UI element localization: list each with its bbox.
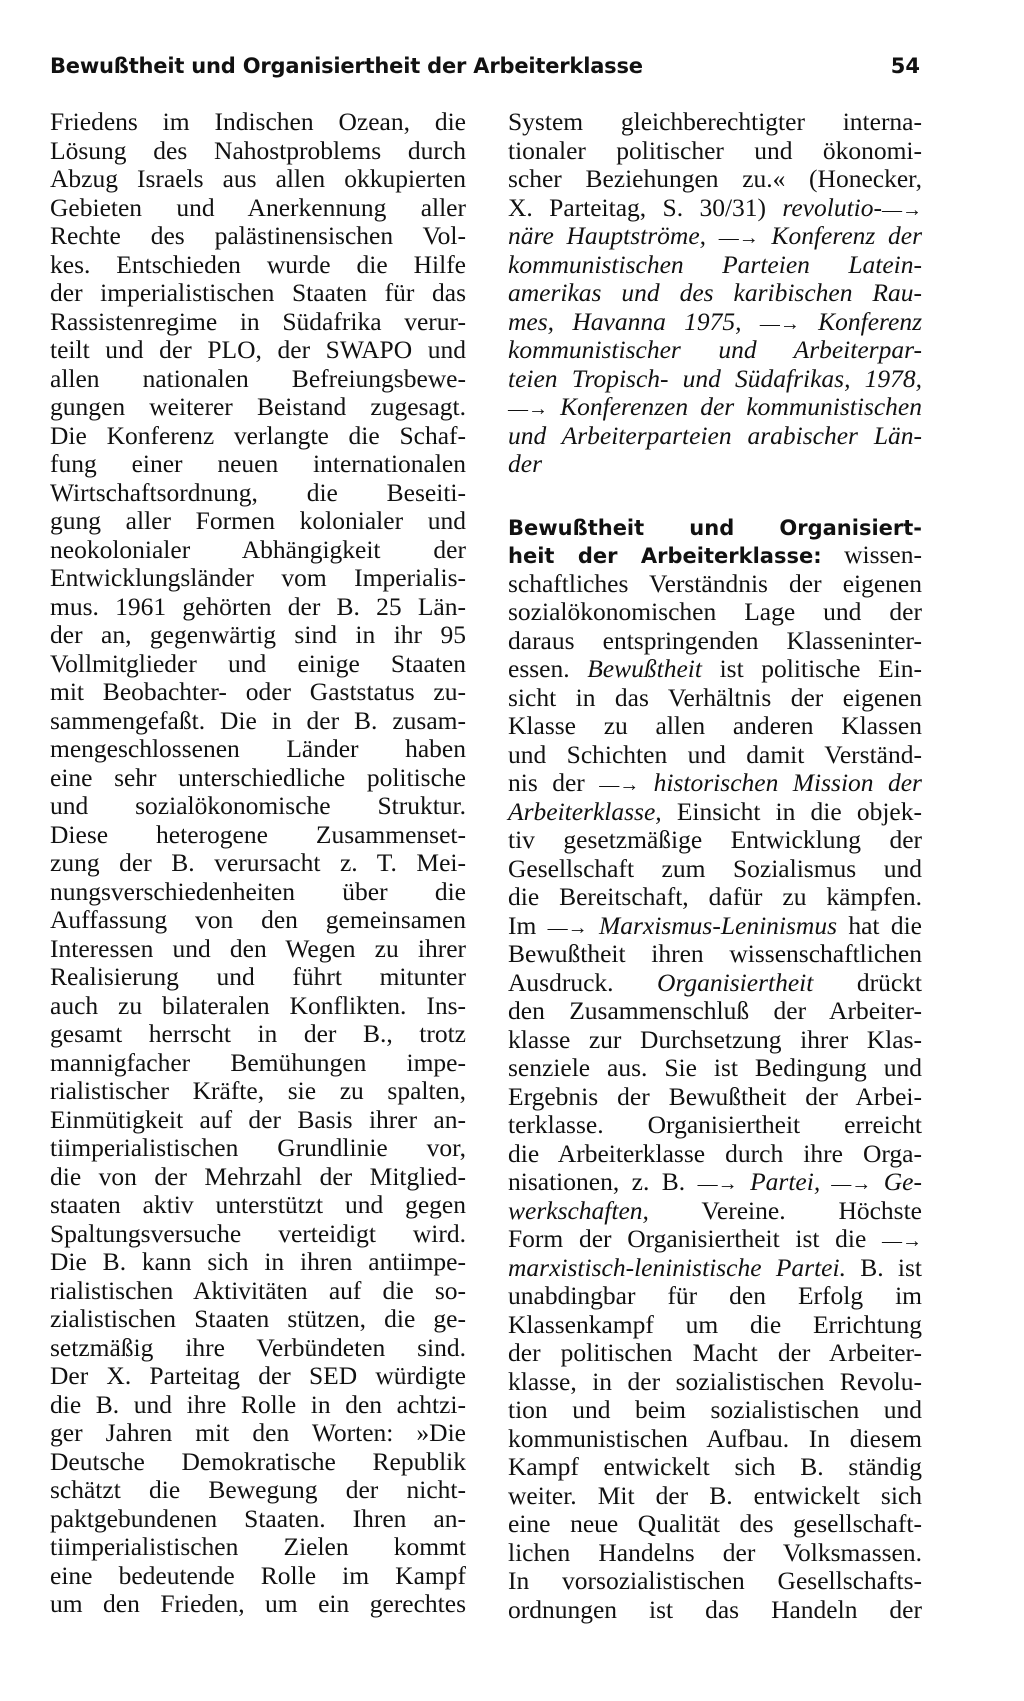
- text-line: [508, 969, 922, 998]
- text-line: Realisierung und führt mitunter: [50, 962, 466, 991]
- cross-reference-text: Konferenz: [799, 306, 922, 336]
- left-text-column: [50, 108, 466, 1619]
- text-line: [508, 712, 922, 741]
- text-line: [508, 655, 922, 684]
- text-run: B. ist: [845, 1252, 923, 1282]
- text-line: mit Beobachter- oder Gaststatus zu-: [50, 677, 466, 706]
- text-run: klasse, in der sozialistischen Revolu-: [508, 1366, 922, 1396]
- text-run: drückt: [813, 967, 922, 997]
- cross-reference-text: werkschaften,: [508, 1195, 649, 1225]
- cross-reference-text: mes, Havanna 1975,: [508, 306, 760, 336]
- text-line: Der X. Parteitag der SED würdigte: [50, 1361, 466, 1390]
- text-line: gesamt herrscht in der B., trotz: [50, 1019, 466, 1048]
- text-run: eine neue Qualität des gesellschaft-: [508, 1509, 922, 1538]
- cross-reference-text: Ge-: [871, 1167, 922, 1196]
- running-header-title: Bewußtheit und Organisiertheit der Arbeiterklasse: [50, 54, 643, 78]
- text-line: tiimperialistischen Zielen kommt: [50, 1532, 466, 1561]
- text-line: [508, 1111, 922, 1140]
- text-line: [508, 741, 922, 770]
- cross-reference-text: teien Tropisch- und Südafrikas, 1978,: [508, 363, 922, 393]
- text-line: [508, 222, 922, 251]
- text-run: und Schichten und damit Verständ-: [508, 739, 922, 769]
- page-number: 54: [890, 54, 920, 78]
- continued-entry-text: [508, 108, 922, 479]
- text-run: nisationen, z. B.: [508, 1167, 698, 1196]
- text-line: [508, 1396, 922, 1425]
- cross-reference-text: Arbeiterklasse,: [508, 796, 662, 826]
- text-line: schätzt die Bewegung der nicht-: [50, 1475, 466, 1504]
- text-run: daraus entspringenden Klasseninter-: [508, 625, 922, 655]
- text-line: [508, 1453, 922, 1482]
- text-line: gung aller Formen kolonialer und: [50, 506, 466, 535]
- cross-reference-text: Marxismus-Leninismus: [587, 910, 838, 940]
- text-line: [508, 308, 922, 337]
- text-run: tiv gesetzmäßige Entwicklung der: [508, 825, 922, 854]
- text-line: [508, 1168, 922, 1197]
- text-line: Interessen und den Wegen zu ihrer: [50, 933, 466, 963]
- text-run: X. Parteitag, S. 30/31): [508, 192, 783, 222]
- text-line: [508, 1197, 922, 1226]
- running-header: [50, 54, 920, 94]
- text-line: Abzug Israels aus allen okkupierten: [50, 164, 466, 193]
- text-line: [508, 997, 922, 1026]
- text-line: Entwicklungsländer vom Imperialis-: [50, 563, 466, 592]
- text-line: und sozialökonomische Struktur.: [50, 791, 466, 820]
- text-line: [508, 1539, 922, 1568]
- text-line: mannigfacher Bemühungen impe-: [50, 1047, 466, 1077]
- text-line: [508, 1083, 922, 1112]
- text-line: [508, 1225, 922, 1254]
- text-line: der imperialistischen Staaten für das: [50, 278, 466, 307]
- text-run: Im: [508, 910, 548, 940]
- cross-reference-arrow-icon: —→: [547, 916, 588, 939]
- text-line: [508, 1596, 922, 1625]
- text-run: die Arbeiterklasse durch ihre Orga-: [508, 1138, 922, 1168]
- text-line: Deutsche Demokratische Republik: [50, 1446, 466, 1476]
- cross-reference-text: kommunistischen Parteien Latein-: [508, 249, 922, 279]
- text-run: lichen Handelns der Volksmassen.: [508, 1537, 922, 1567]
- text-line: [508, 769, 922, 798]
- text-line: Spaltungsversuche verteidigt wird.: [50, 1218, 466, 1248]
- text-run: senziele aus. Sie ist Bedingung und: [508, 1053, 922, 1082]
- text-run: Klasse zu allen anderen Klassen: [508, 711, 922, 740]
- entry-heading-line: [508, 513, 922, 542]
- text-line: [508, 251, 922, 280]
- text-run: System gleichberechtigter interna-: [508, 107, 922, 136]
- text-line: Vollmitglieder und einige Staaten: [50, 648, 466, 678]
- entry-heading-line: [508, 541, 922, 570]
- text-line: [508, 826, 922, 855]
- text-run: Form der Organisiertheit ist die: [508, 1224, 882, 1253]
- text-run: Klassenkampf um die Errichtung: [508, 1309, 922, 1339]
- text-line: zialistischen Staaten stützen, die ge-: [50, 1304, 466, 1333]
- text-run: scher Beziehungen zu.« (Honecker,: [508, 164, 922, 193]
- cross-reference-text: Partei,: [737, 1167, 821, 1196]
- text-line: [508, 165, 922, 194]
- cross-reference-arrow-icon: —→: [820, 1173, 872, 1195]
- text-line: [508, 336, 922, 365]
- text-run: tionaler politischer und ökonomi-: [508, 135, 922, 165]
- cross-reference-text: Konferenz der: [758, 221, 922, 250]
- cross-reference-text: historischen Mission der: [639, 768, 922, 797]
- cross-reference-arrow-icon: —→: [599, 774, 640, 796]
- text-line: [508, 1254, 922, 1283]
- text-line: [508, 137, 922, 166]
- text-line: staaten aktiv unterstützt und gegen: [50, 1190, 466, 1219]
- text-line: eine sehr unterschiedliche politische: [50, 762, 466, 792]
- entry-separator: [508, 479, 922, 513]
- text-line: [508, 883, 922, 912]
- text-run: unabdingbar für den Erfolg im: [508, 1281, 922, 1310]
- text-run: sozialökonomischen Lage und der: [508, 597, 922, 626]
- text-run: Ausdruck.: [508, 967, 658, 997]
- entry-heading-text: heit der Arbeiterklasse:: [508, 544, 822, 568]
- text-run: der politischen Macht der Arbeiter-: [508, 1338, 922, 1367]
- cross-reference-text: Organisiertheit: [657, 967, 814, 997]
- cross-reference-text: näre Hauptströme,: [508, 221, 719, 250]
- text-run: klasse zur Durchsetzung ihrer Klas-: [508, 1024, 922, 1054]
- text-line: [508, 1567, 922, 1596]
- text-run: essen.: [508, 654, 588, 683]
- text-line: Rechte des palästinensischen Vol-: [50, 221, 466, 250]
- text-line: Rassistenregime in Südafrika verur-: [50, 306, 466, 336]
- text-line: Einmütigkeit auf der Basis ihrer an-: [50, 1104, 466, 1134]
- text-line: Diese heterogene Zusammenset-: [50, 819, 466, 849]
- right-text-column: [508, 108, 922, 1624]
- text-line: gungen weiterer Beistand zugesagt.: [50, 392, 466, 421]
- cross-reference-text: marxistisch-leninistische Partei.: [508, 1252, 846, 1282]
- text-run: Vereine. Höchste: [648, 1195, 922, 1225]
- text-run: Gesellschaft zum Sozialismus und: [508, 853, 922, 883]
- text-run: hat die: [837, 910, 922, 940]
- cross-reference-text: Bewußtheit: [587, 654, 702, 683]
- text-line: [508, 1140, 922, 1169]
- entry-body-text: wissen-: [821, 540, 922, 569]
- text-line: teilt und der PLO, der SWAPO und: [50, 335, 466, 364]
- text-run: tion und beim sozialistischen und: [508, 1395, 922, 1424]
- text-line: [508, 627, 922, 656]
- text-line: rialistischer Kräfte, sie zu spalten,: [50, 1076, 466, 1105]
- text-line: [508, 598, 922, 627]
- cross-reference-text: kommunistischer und Arbeiterpar-: [508, 335, 922, 364]
- text-run: den Zusammenschluß der Arbeiter-: [508, 996, 922, 1025]
- text-line: [508, 1054, 922, 1083]
- text-line: setzmäßig ihre Verbündeten sind.: [50, 1332, 466, 1362]
- cross-reference-arrow-icon: —→: [718, 227, 759, 249]
- text-line: Gebieten und Anerkennung aller: [50, 192, 466, 222]
- text-line: [508, 1510, 922, 1539]
- text-run: ist politische Ein-: [701, 654, 922, 683]
- text-run: Ergebnis der Bewußtheit der Arbei-: [508, 1081, 922, 1111]
- text-line: [508, 1425, 922, 1454]
- text-line: rialistischen Aktivitäten auf die so-: [50, 1275, 466, 1305]
- text-line: [508, 570, 922, 599]
- text-line: [508, 1311, 922, 1340]
- text-run: Einsicht in die objek-: [661, 796, 922, 826]
- text-line: eine bedeutende Rolle im Kampf: [50, 1560, 466, 1590]
- cross-reference-text: amerikas und des karibischen Rau-: [508, 278, 922, 307]
- text-run: weiter. Mit der B. entwickelt sich: [508, 1480, 922, 1510]
- text-run: ordnungen ist das Handeln der: [508, 1594, 922, 1624]
- text-line: Lösung des Nahostproblems durch: [50, 135, 466, 165]
- text-line: [508, 450, 922, 479]
- cross-reference-text: revolutio-: [782, 192, 882, 222]
- text-line: [508, 194, 922, 223]
- text-line: kes. Entschieden wurde die Hilfe: [50, 249, 466, 279]
- text-line: Auffassung von den gemeinsamen: [50, 905, 466, 934]
- cross-reference-text: der: [508, 449, 542, 478]
- text-line: Die B. kann sich in ihren antiimpe-: [50, 1247, 466, 1276]
- entry-body: [508, 570, 922, 1625]
- cross-reference-arrow-icon: —→: [882, 1230, 922, 1252]
- text-run: Bewußtheit ihren wissenschaftlichen: [508, 939, 922, 968]
- text-line: sammengefaßt. Die in der B. zusam-: [50, 705, 466, 735]
- entry-heading-text: Bewußtheit und Organisiert-: [508, 515, 922, 540]
- text-line: Die Konferenz verlangte die Schaf-: [50, 420, 466, 450]
- cross-reference-text: und Arbeiterparteien arabischer Län-: [508, 420, 922, 450]
- text-line: fung einer neuen internationalen: [50, 449, 466, 478]
- text-line: [508, 108, 922, 137]
- cross-reference-text: Konferenzen der kommunistischen: [548, 392, 922, 421]
- text-line: tiimperialistischen Grundlinie vor,: [50, 1133, 466, 1162]
- text-line: paktgebundenen Staaten. Ihren an-: [50, 1503, 466, 1533]
- text-line: ger Jahren mit den Worten: »Die: [50, 1418, 466, 1447]
- text-line: [508, 393, 922, 422]
- text-line: zung der B. verursacht z. T. Mei-: [50, 848, 466, 877]
- cross-reference-arrow-icon: —→: [759, 312, 800, 335]
- text-line: [508, 1368, 922, 1397]
- text-line: auch zu bilateralen Konflikten. Ins-: [50, 990, 466, 1020]
- cross-reference-arrow-icon: —→: [882, 198, 922, 221]
- text-run: die Bereitschaft, dafür zu kämpfen.: [508, 882, 922, 911]
- cross-reference-arrow-icon: —→: [508, 398, 548, 420]
- text-line: um den Frieden, um ein gerechtes: [50, 1589, 466, 1618]
- text-line: [508, 912, 922, 941]
- text-line: [508, 798, 922, 827]
- text-line: Friedens im Indischen Ozean, die: [50, 107, 466, 136]
- text-line: [508, 365, 922, 394]
- text-line: Wirtschaftsordnung, die Beseiti-: [50, 477, 466, 507]
- text-line: [508, 684, 922, 713]
- text-run: In vorsozialistischen Gesellschafts-: [508, 1566, 922, 1595]
- text-run: Kampf entwickelt sich B. ständig: [508, 1452, 922, 1481]
- text-line: mus. 1961 gehörten der B. 25 Län-: [50, 591, 466, 621]
- text-line: allen nationalen Befreiungsbewe-: [50, 363, 466, 393]
- text-line: die B. und ihre Rolle in den achtzi-: [50, 1389, 466, 1419]
- text-line: neokolonialer Abhängigkeit der: [50, 534, 466, 564]
- text-run: sicht in das Verhältnis der eigenen: [508, 682, 922, 712]
- text-line: [508, 1026, 922, 1055]
- text-line: [508, 855, 922, 884]
- text-run: terklasse. Organisiertheit erreicht: [508, 1110, 922, 1139]
- text-line: [508, 940, 922, 969]
- text-run: schaftliches Verständnis der eigenen: [508, 568, 922, 598]
- text-line: mengeschlossenen Länder haben: [50, 734, 466, 763]
- cross-reference-arrow-icon: —→: [697, 1173, 738, 1195]
- text-line: die von der Mehrzahl der Mitglied-: [50, 1161, 466, 1191]
- text-line: [508, 1482, 922, 1511]
- text-line: [508, 422, 922, 451]
- text-line: [508, 1282, 922, 1311]
- text-line: nungsverschiedenheiten über die: [50, 876, 466, 906]
- text-run: kommunistischen Aufbau. In diesem: [508, 1423, 922, 1453]
- text-line: der an, gegenwärtig sind in ihr 95: [50, 620, 466, 649]
- text-line: [508, 279, 922, 308]
- text-run: nis der: [508, 768, 600, 797]
- text-line: [508, 1339, 922, 1368]
